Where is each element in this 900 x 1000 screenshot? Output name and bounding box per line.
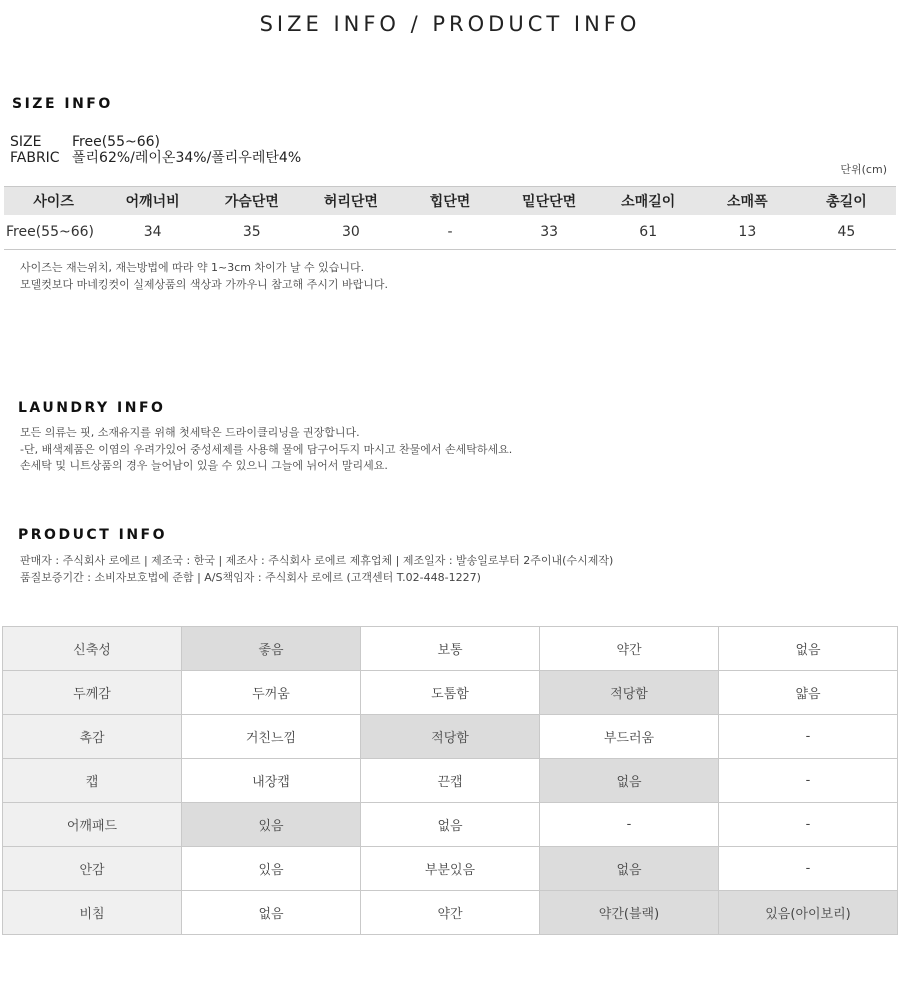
feature-row xyxy=(3,671,898,715)
feature-option: 있음 xyxy=(182,847,361,891)
header-waist: 허리단면 xyxy=(301,187,400,216)
feature-row xyxy=(3,627,898,671)
feature-option: 적당함 xyxy=(361,715,540,759)
cell-sleeve-length: 61 xyxy=(599,215,698,250)
table-row xyxy=(4,215,896,250)
laundry-line: -단, 배색제품은 이염의 우려가있어 중성세제를 사용해 물에 담구어두지 마시고 찬물에서 손세탁하세요. xyxy=(20,442,513,456)
feature-option: 좋음 xyxy=(182,627,361,671)
cell-hem: 33 xyxy=(500,215,599,250)
cell-hip: - xyxy=(400,215,499,250)
unit-label: 단위(cm) xyxy=(840,163,887,176)
size-table-header xyxy=(4,187,896,216)
cell-size: Free(55~66) xyxy=(4,215,103,250)
feature-label: 두께감 xyxy=(3,671,182,715)
feature-row xyxy=(3,847,898,891)
feature-option: 약간(블랙) xyxy=(540,891,719,935)
size-spec xyxy=(10,134,160,150)
feature-option: 보통 xyxy=(361,627,540,671)
feature-label: 캡 xyxy=(3,759,182,803)
fabric-spec xyxy=(10,150,301,166)
feature-label: 안감 xyxy=(3,847,182,891)
fabric-value: 폴리62%/레이온34%/폴리우레탄4% xyxy=(72,150,302,166)
feature-label: 신축성 xyxy=(3,627,182,671)
size-value: Free(55~66) xyxy=(72,134,160,150)
product-line: 품질보증기간 : 소비자보호법에 준함 | A/S책임자 : 주식회사 로에르 (고객센터 T.02-448-1227) xyxy=(20,570,481,584)
header-chest: 가슴단면 xyxy=(202,187,301,216)
feature-row xyxy=(3,759,898,803)
header-hip: 힙단면 xyxy=(400,187,499,216)
header-sleeve-length: 소매길이 xyxy=(599,187,698,216)
feature-option: 두꺼움 xyxy=(182,671,361,715)
feature-label: 촉감 xyxy=(3,715,182,759)
feature-option: 약간 xyxy=(540,627,719,671)
header-shoulder: 어깨너비 xyxy=(103,187,202,216)
size-note: 사이즈는 재는위치, 재는방법에 따라 약 1~3cm 차이가 날 수 있습니다. xyxy=(20,261,365,274)
cell-total-length: 45 xyxy=(797,215,896,250)
page-title: SIZE INFO / PRODUCT INFO xyxy=(259,12,641,36)
feature-option: - xyxy=(719,715,898,759)
feature-option: 적당함 xyxy=(540,671,719,715)
header-hem: 밑단단면 xyxy=(500,187,599,216)
size-note: 모델컷보다 마네킹컷이 실제상품의 색상과 가까우니 참고해 주시기 바랍니다. xyxy=(20,277,389,291)
size-info-heading: SIZE INFO xyxy=(12,96,113,112)
laundry-info-heading: LAUNDRY INFO xyxy=(18,400,166,416)
header-sleeve-width: 소매폭 xyxy=(698,187,797,216)
feature-option: - xyxy=(719,759,898,803)
feature-option: 없음 xyxy=(719,627,898,671)
cell-shoulder: 34 xyxy=(103,215,202,250)
product-info-heading: PRODUCT INFO xyxy=(18,527,168,543)
size-table xyxy=(4,186,896,250)
feature-option: 내장캡 xyxy=(182,759,361,803)
feature-option: 있음(아이보리) xyxy=(719,891,898,935)
feature-row xyxy=(3,803,898,847)
feature-option: 도톰함 xyxy=(361,671,540,715)
feature-table xyxy=(2,626,898,935)
cell-sleeve-width: 13 xyxy=(698,215,797,250)
feature-option: 끈캡 xyxy=(361,759,540,803)
feature-option: 없음 xyxy=(540,759,719,803)
laundry-line: 손세탁 및 니트상품의 경우 늘어남이 있을 수 있으니 그늘에 뉘어서 말리세요. xyxy=(20,459,388,472)
product-notes xyxy=(20,553,613,586)
feature-option: - xyxy=(540,803,719,847)
header-total-length: 총길이 xyxy=(797,187,896,216)
feature-option: 약간 xyxy=(361,891,540,935)
feature-option: 있음 xyxy=(182,803,361,847)
product-line: 판매자 : 주식회사 로에르 | 제조국 : 한국 | 제조사 : 주식회사 로에르 제휴업체 | 제조일자 : 발송일로부터 2주이내(수시제작) xyxy=(20,554,614,567)
feature-row xyxy=(3,891,898,935)
feature-label: 어깨패드 xyxy=(3,803,182,847)
feature-option: - xyxy=(719,803,898,847)
laundry-line: 모든 의류는 핏, 소재유지를 위해 첫세탁은 드라이클리닝을 권장합니다. xyxy=(20,426,360,439)
size-label: SIZE xyxy=(10,134,42,150)
fabric-label: FABRIC xyxy=(10,150,60,166)
feature-option: 거친느낌 xyxy=(182,715,361,759)
feature-row xyxy=(3,715,898,759)
cell-chest: 35 xyxy=(202,215,301,250)
feature-option: 없음 xyxy=(361,803,540,847)
cell-waist: 30 xyxy=(301,215,400,250)
feature-option: 얇음 xyxy=(719,671,898,715)
feature-option: - xyxy=(719,847,898,891)
size-notes xyxy=(20,260,388,293)
feature-option: 없음 xyxy=(182,891,361,935)
feature-option: 부분있음 xyxy=(361,847,540,891)
feature-option: 부드러움 xyxy=(540,715,719,759)
laundry-notes xyxy=(20,425,512,475)
header-size: 사이즈 xyxy=(4,187,103,216)
feature-option: 없음 xyxy=(540,847,719,891)
feature-label: 비침 xyxy=(3,891,182,935)
